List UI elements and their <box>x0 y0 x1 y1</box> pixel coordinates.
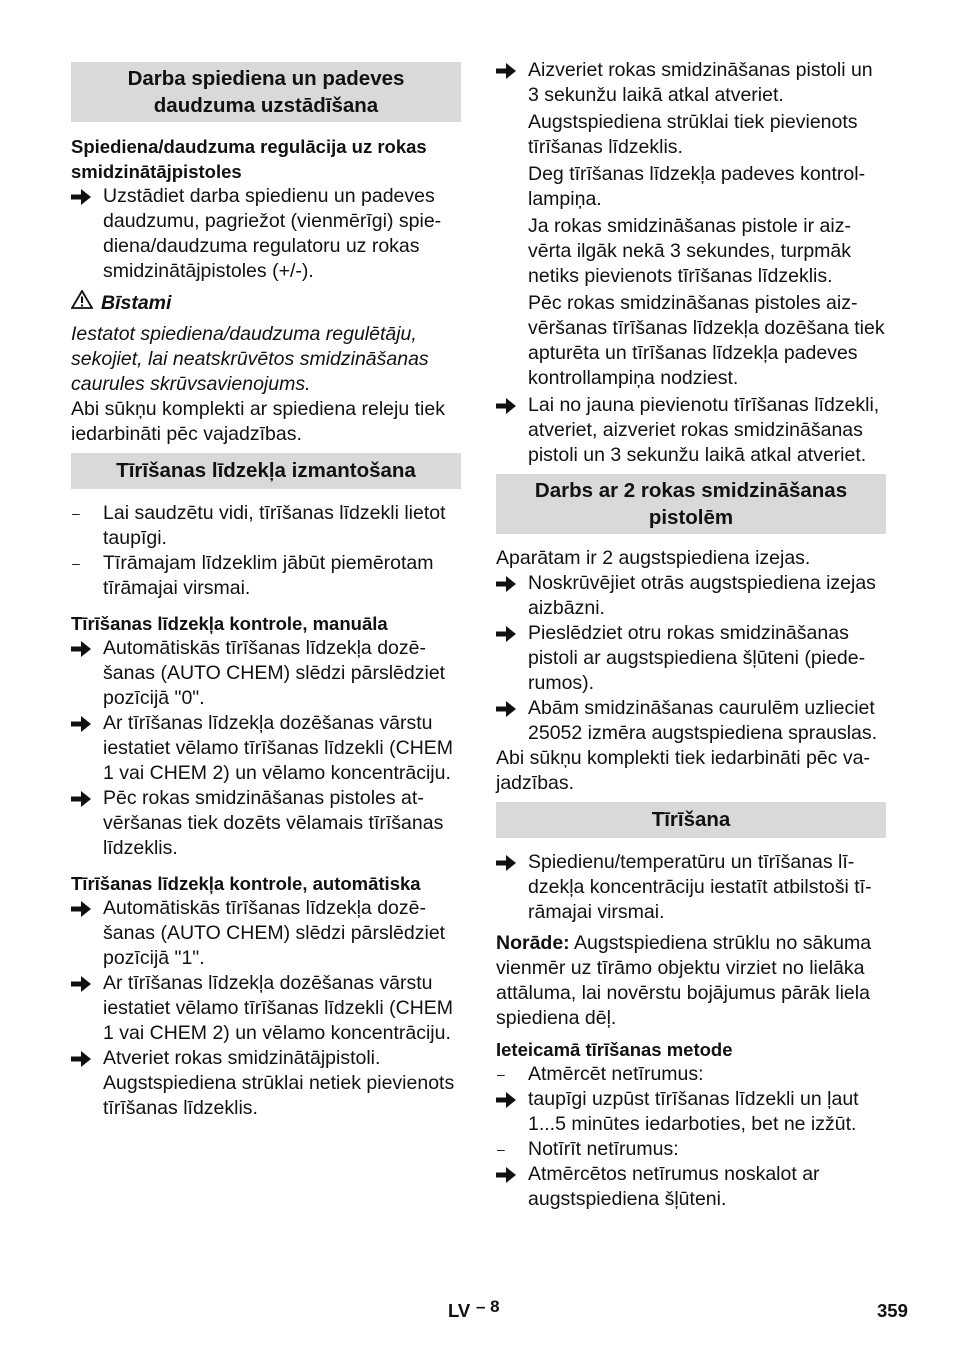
arrow-right-icon <box>71 896 97 917</box>
list-item: Pieslēdziet otru rokas smidzināšanas pistoli ar augstspiediena šļūteni (piederumos). <box>496 621 886 696</box>
footer-language: LV <box>448 1300 471 1321</box>
dash-bullet: – <box>497 1141 505 1157</box>
section-heading-detergent: Tīrīšanas līdzekļa izmantošana <box>71 453 461 489</box>
list-item: Lai no jauna pievienotu tīrīšanas līdzekli, atveriet, aizveriet rokas smidzināšanas pistoli un 3 sekunžu laikā atkal atveriet. <box>496 393 886 468</box>
paragraph: Abi sūkņu komplekti tiek iedarbināti pēc vajadzības. <box>496 747 870 794</box>
warning-title: Bīstami <box>71 290 461 316</box>
paragraph: Aparātam ir 2 augstspiediena izejas. <box>496 547 811 569</box>
arrow-right-icon <box>71 786 97 807</box>
continuation-text: Ja rokas smidzināšanas pistole ir aizvērta ilgāk nekā 3 sekundes, turpmāk netiks pievienots tīrīšanas līdzeklis. <box>528 215 852 287</box>
arrow-right-icon <box>496 571 522 592</box>
left-column <box>71 62 461 1121</box>
list-item: Ar tīrīšanas līdzekļa dozēšanas vārstu iestatiet vēlamo tīrīšanas līdzekli (CHEM 1 vai CHEM 2) un vēlamo koncentrāciju. <box>71 971 461 1046</box>
arrow-right-icon <box>71 184 97 205</box>
dash-bullet: – <box>72 555 80 571</box>
arrow-right-icon <box>496 1162 522 1183</box>
subheading-method: Ieteicamā tīrīšanas metode <box>496 1039 733 1060</box>
list-item: – Tīrāmajam līdzeklim jābūt piemērotam tīrāmajai virsmai. <box>72 552 434 599</box>
arrow-right-icon <box>71 636 97 657</box>
subheading-manual: Tīrīšanas līdzekļa kontrole, manuāla <box>71 613 388 634</box>
subheading-automatic: Tīrīšanas līdzekļa kontrole, automātiska <box>71 873 421 894</box>
list-item: Spiedienu/temperatūru un tīrīšanas līdzekļa koncentrāciju iestatīt atbilstoši tīrāmajai virsmai. <box>496 850 886 925</box>
list-item: – Atmērcēt netīrumus: <box>497 1063 704 1085</box>
warning-triangle-icon <box>71 290 93 316</box>
right-column <box>496 58 886 1212</box>
arrow-right-icon <box>496 696 522 717</box>
continuation-text: Augstspiediena strūklai tiek pievienots tīrīšanas līdzeklis. <box>528 111 858 158</box>
subheading-regulation: Spiediena/daudzuma regulācija uz rokas smidzinātājpistoles <box>71 136 427 182</box>
arrow-right-icon <box>71 971 97 992</box>
list-item: Atveriet rokas smidzinātājpistoli. <box>71 1046 461 1071</box>
list-item: Abām smidzināšanas caurulēm uzlieciet 25052 izmēra augstspiediena sprauslas. <box>496 696 886 746</box>
list-item: – Notīrīt netīrumus: <box>497 1138 679 1160</box>
list-item: Ar tīrīšanas līdzekļa dozēšanas vārstu iestatiet vēlamo tīrīšanas līdzekli (CHEM 1 vai CHEM 2) un vēlamo koncentrāciju. <box>71 711 461 786</box>
note-label: Norāde: <box>496 932 570 954</box>
section-heading-pressure: Darba spiediena un padeves daudzuma uzstādīšana <box>71 62 461 122</box>
arrow-right-icon <box>496 58 522 79</box>
section-heading-two-guns: Darbs ar 2 rokas smidzināšanas pistolēm <box>496 474 886 534</box>
arrow-right-icon <box>71 1046 97 1067</box>
list-item: taupīgi uzpūst tīrīšanas līdzekli un ļaut 1...5 minūtes iedarboties, bet ne izžūt. <box>496 1087 886 1137</box>
arrow-right-icon <box>71 711 97 732</box>
list-item: – Lai saudzētu vidi, tīrīšanas līdzekli lietot taupīgi. <box>72 502 446 549</box>
arrow-right-icon <box>496 850 522 871</box>
dash-bullet: – <box>497 1066 505 1082</box>
arrow-right-icon <box>496 621 522 642</box>
dash-bullet: – <box>72 505 80 521</box>
arrow-right-icon <box>496 1087 522 1108</box>
list-item: Automātiskās tīrīšanas līdzekļa dozēšanas (AUTO CHEM) slēdzi pārslēdziet pozīcijā "0". <box>71 636 461 711</box>
paragraph: Abi sūkņu komplekti ar spiediena releju tiek iedarbināti pēc vajadzības. <box>71 398 445 445</box>
list-item: Atmērcētos netīrumus noskalot ar augstspiediena šļūteni. <box>496 1162 886 1212</box>
continuation-text: Pēc rokas smidzināšanas pistoles aizvēršanas tīrīšanas līdzekļa dozēšana tiek apturēta un tīrīšanas līdzekļa padeves kontrollampiņa nodziest. <box>528 292 885 389</box>
arrow-right-icon <box>496 393 522 414</box>
continuation-text: Deg tīrīšanas līdzekļa padeves kontrollampiņa. <box>528 163 866 210</box>
page-number: 359 <box>877 1300 908 1321</box>
note-paragraph: Norāde: Augstspiediena strūklu no sākuma vienmēr uz tīrāmo objektu virziet no lielāka attāluma, lai novērstu bojājumus pārāk liela spiediena dēļ. <box>496 932 872 1029</box>
warning-text: Iestatot spiediena/daudzuma regulētāju, sekojiet, lai neatskrūvētos smidzināšanas caurules skrūvsavienojums. <box>71 323 429 395</box>
section-heading-cleaning: Tīrīšana <box>496 802 886 838</box>
list-item: Automātiskās tīrīšanas līdzekļa dozēšanas (AUTO CHEM) slēdzi pārslēdziet pozīcijā "1". <box>71 896 461 971</box>
list-item: Aizveriet rokas smidzināšanas pistoli un 3 sekunžu laikā atkal atveriet. <box>496 58 886 108</box>
continuation-text: Augstspiediena strūklai netiek pievienots tīrīšanas līdzeklis. <box>103 1072 455 1119</box>
footer-section-number: – 8 <box>476 1297 500 1316</box>
list-item: Uzstādiet darba spiedienu un padeves daudzumu, pagriežot (vienmērīgi) spiediena/daudzuma regulatoru uz rokas smidzinātājpistoles (+/-). <box>71 184 461 284</box>
list-item: Pēc rokas smidzināšanas pistoles atvēršanas tiek dozēts vēlamais tīrīšanas līdzeklis. <box>71 786 461 861</box>
list-item: Noskrūvējiet otrās augstspiediena izejas aizbāzni. <box>496 571 886 621</box>
